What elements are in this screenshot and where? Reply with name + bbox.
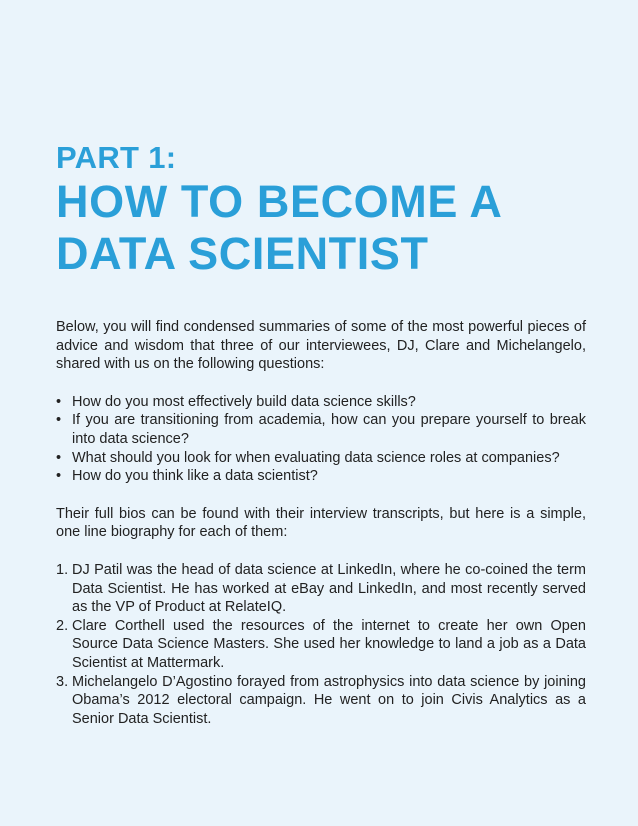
questions-list (56, 393, 586, 486)
bullet-dot: • (56, 449, 62, 466)
title-line-2: DATA SCIENTIST (56, 228, 429, 279)
bullet-dot: • (56, 393, 62, 410)
list-item (56, 449, 586, 468)
question-text: What should you look for when evaluating data science roles at companies? (72, 449, 560, 466)
question-text: If you are transitioning from academia, how can you prepare yourself to break into data science? (72, 412, 586, 447)
part-label: PART 1: (56, 140, 177, 175)
body-text (56, 318, 586, 728)
list-item (56, 673, 586, 729)
bio-text: DJ Patil was the head of data science at LinkedIn, where he co-coined the term Data Scientist. He has worked at eBay and LinkedIn, and most recently served as the VP of Product at RelateIQ. (72, 561, 586, 616)
question-text: How do you most effectively build data science skills? (72, 393, 416, 410)
bullet-dot: • (56, 412, 62, 429)
title-line-1: HOW TO BECOME A (56, 176, 503, 227)
question-text: How do you think like a data scientist? (72, 468, 318, 485)
bio-text: Michelangelo D’Agostino forayed from astrophysics into data science by joining Obama’s 2012 electoral campaign. He went on to join Civis Analytics as a Senior Data Scientist. (72, 673, 586, 727)
intro-paragraph: Below, you will find condensed summaries of some of the most powerful pieces of advice and wisdom that three of our interviewees, DJ, Clare and Michelangelo, shared with us on the following questions: (56, 319, 586, 373)
list-item (56, 561, 586, 617)
bios-list (56, 561, 586, 728)
list-item (56, 467, 586, 486)
list-number: 3. (56, 673, 69, 690)
list-item (56, 393, 586, 412)
list-item (56, 411, 586, 448)
heading-block (56, 140, 598, 280)
list-number: 1. (56, 561, 69, 578)
list-item (56, 617, 586, 673)
bio-text: Clare Corthell used the resources of the internet to create her own Open Source Data Science Masters. She used her knowledge to land a job as a Data Scientist at Mattermark. (72, 617, 586, 671)
list-number: 2. (56, 617, 69, 634)
bios-intro-paragraph: Their full bios can be found with their interview transcripts, but here is a simple, one line biography for each of them: (56, 505, 586, 541)
bullet-dot: • (56, 468, 62, 485)
